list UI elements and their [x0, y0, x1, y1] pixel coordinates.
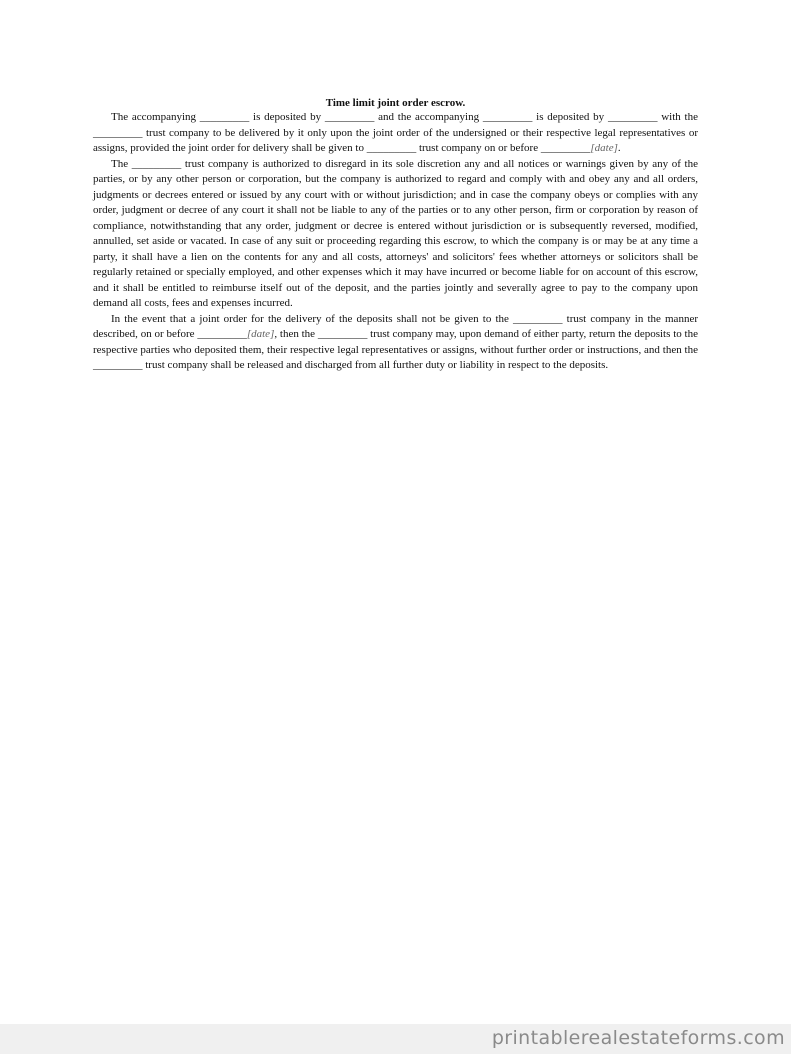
site-watermark[interactable]: printablerealestateforms.com [491, 1027, 785, 1049]
document-title: Time limit joint order escrow. [325, 97, 466, 109]
paragraph-authorization: The _________ trust company is authorized to disregard in its sole discretion any and all notices or warnings given by any of the parties, or by any other person or corporation, but the company is authorized to regard and comply with and obey any and all orders, judgments or decrees entered or issued by any court with or without jurisdiction; and in case the company obeys or complies with any order, judgment or decree of any court it shall not be liable to any of the parties or to any other person, firm or corporation by reason of compliance, notwithstanding that any order, judgment or decree is entered without jurisdiction or is subsequently reversed, modified, annulled, set aside or vacated. In case of any suit or proceeding regarding this escrow, to which the company is or may be at any time a party, it shall have a lien on the contents for any and all costs, attorneys' and solicitors' fees whether attorneys or solicitors shall be regularly retained or specially employed, and other expenses which it may have incurred or become liable for on account of this escrow, and it shall be entitled to reimburse itself out of the deposit, and the parties jointly and severally agree to pay to the company upon demand all costs, fees and expenses incurred. [93, 157, 698, 309]
paragraph-3-text: In the event that a joint order for the delivery of the deposits shall not be given to the _________ trust company in the manner described, on or before _________ [93, 312, 698, 340]
paragraph-3-end: , then the _________ trust company may, upon demand of either party, return the deposits to the respective parties who deposited them, their respective legal representatives or assigns, without further order or instructions, and then the _________ trust company shall be released and discharged from all further duty or liability in respect to the deposits. [93, 328, 698, 371]
document-body [93, 96, 698, 374]
date-placeholder: [date] [246, 328, 275, 340]
footer-bar [0, 1024, 791, 1054]
paragraph-deposit-terms [93, 110, 698, 157]
date-placeholder: [date] [590, 142, 618, 154]
paragraph-return-of-deposits [93, 312, 698, 374]
paragraph-1-text: The accompanying _________ is deposited by _________ and the accompanying _________ is deposited by _________ with the _________ trust company to be delivered by it only upon the joint order of the undersigned or their respective legal representatives or assigns, provided the joint order for delivery shall be given to _________ trust company on or before _________ [93, 111, 698, 154]
paragraph-1-end: . [617, 142, 621, 154]
